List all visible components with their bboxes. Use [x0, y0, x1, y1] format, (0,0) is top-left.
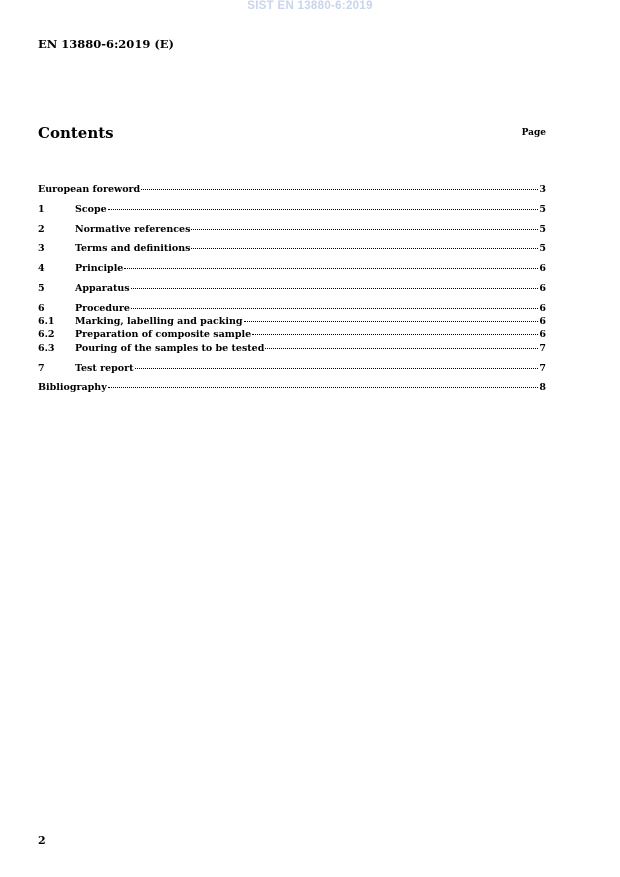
toc-entry-number: 6 — [38, 303, 45, 314]
toc-entry-number: 5 — [38, 283, 45, 294]
leader-dots — [191, 228, 538, 230]
toc-entry-number: 4 — [38, 263, 45, 274]
toc-entry-page: 8 — [539, 382, 546, 393]
toc-entry-test-report[interactable] — [38, 363, 546, 375]
leader-dots — [131, 287, 539, 289]
toc-entry-number: 2 — [38, 224, 45, 235]
toc-entry-title: European foreword — [38, 184, 141, 195]
toc-entry-page: 5 — [539, 243, 546, 254]
leader-dots — [265, 347, 538, 349]
toc-entry-page: 6 — [539, 283, 546, 294]
leader-dots — [108, 386, 539, 388]
toc-entry-number: 6.3 — [38, 343, 55, 354]
toc-entry-marking-labelling-packing[interactable] — [38, 316, 546, 328]
toc-entry-procedure[interactable] — [38, 303, 546, 315]
toc-entry-pouring-samples[interactable] — [38, 343, 546, 355]
toc-entry-page: 5 — [539, 224, 546, 235]
toc-entry-title: Apparatus — [75, 283, 130, 294]
toc-entry-title: Test report — [75, 363, 134, 374]
toc-entry-page: 5 — [539, 204, 546, 215]
toc-entry-scope[interactable] — [38, 204, 546, 216]
toc-entry-apparatus[interactable] — [38, 283, 546, 295]
contents-title: Contents — [38, 124, 114, 142]
toc-entry-title: Marking, labelling and packing — [75, 316, 243, 327]
toc-entry-number: 1 — [38, 204, 45, 215]
page-number: 2 — [38, 834, 46, 847]
toc-entry-title: Terms and definitions — [75, 243, 191, 254]
leader-dots — [124, 267, 538, 269]
toc-entry-composite-sample[interactable] — [38, 329, 546, 341]
toc-entry-european-foreword[interactable] — [38, 184, 546, 196]
leader-dots — [244, 320, 539, 322]
toc-entry-normative-references[interactable] — [38, 224, 546, 236]
toc-entry-title: Principle — [75, 263, 124, 274]
toc-entry-page: 6 — [539, 329, 546, 340]
toc-entry-title: Bibliography — [38, 382, 107, 393]
leader-dots — [191, 247, 538, 249]
toc-entry-page: 3 — [539, 184, 546, 195]
toc-entry-page: 7 — [539, 363, 546, 374]
leader-dots — [141, 188, 538, 190]
toc-entry-number: 7 — [38, 363, 45, 374]
toc-entry-terms-and-definitions[interactable] — [38, 243, 546, 255]
toc-entry-number: 6.1 — [38, 316, 55, 327]
toc-entry-page: 7 — [539, 343, 546, 354]
toc-entry-title: Normative references — [75, 224, 191, 235]
leader-dots — [252, 333, 538, 335]
toc-entry-number: 3 — [38, 243, 45, 254]
toc-entry-title: Preparation of composite sample — [75, 329, 252, 340]
toc-entry-page: 6 — [539, 316, 546, 327]
toc-entry-title: Scope — [75, 204, 107, 215]
page-column-label: Page — [521, 128, 546, 138]
leader-dots — [131, 307, 538, 309]
toc-entry-bibliography[interactable] — [38, 382, 546, 394]
toc-entry-page: 6 — [539, 263, 546, 274]
toc-entry-title: Procedure — [75, 303, 130, 314]
watermark: SIST EN 13880-6:2019 — [247, 0, 373, 12]
document-id: EN 13880-6:2019 (E) — [38, 37, 174, 51]
toc-entry-principle[interactable] — [38, 263, 546, 275]
toc-entry-page: 6 — [539, 303, 546, 314]
toc-entry-title: Pouring of the samples to be tested — [75, 343, 265, 354]
leader-dots — [108, 208, 539, 210]
leader-dots — [135, 367, 539, 369]
toc-entry-number: 6.2 — [38, 329, 55, 340]
